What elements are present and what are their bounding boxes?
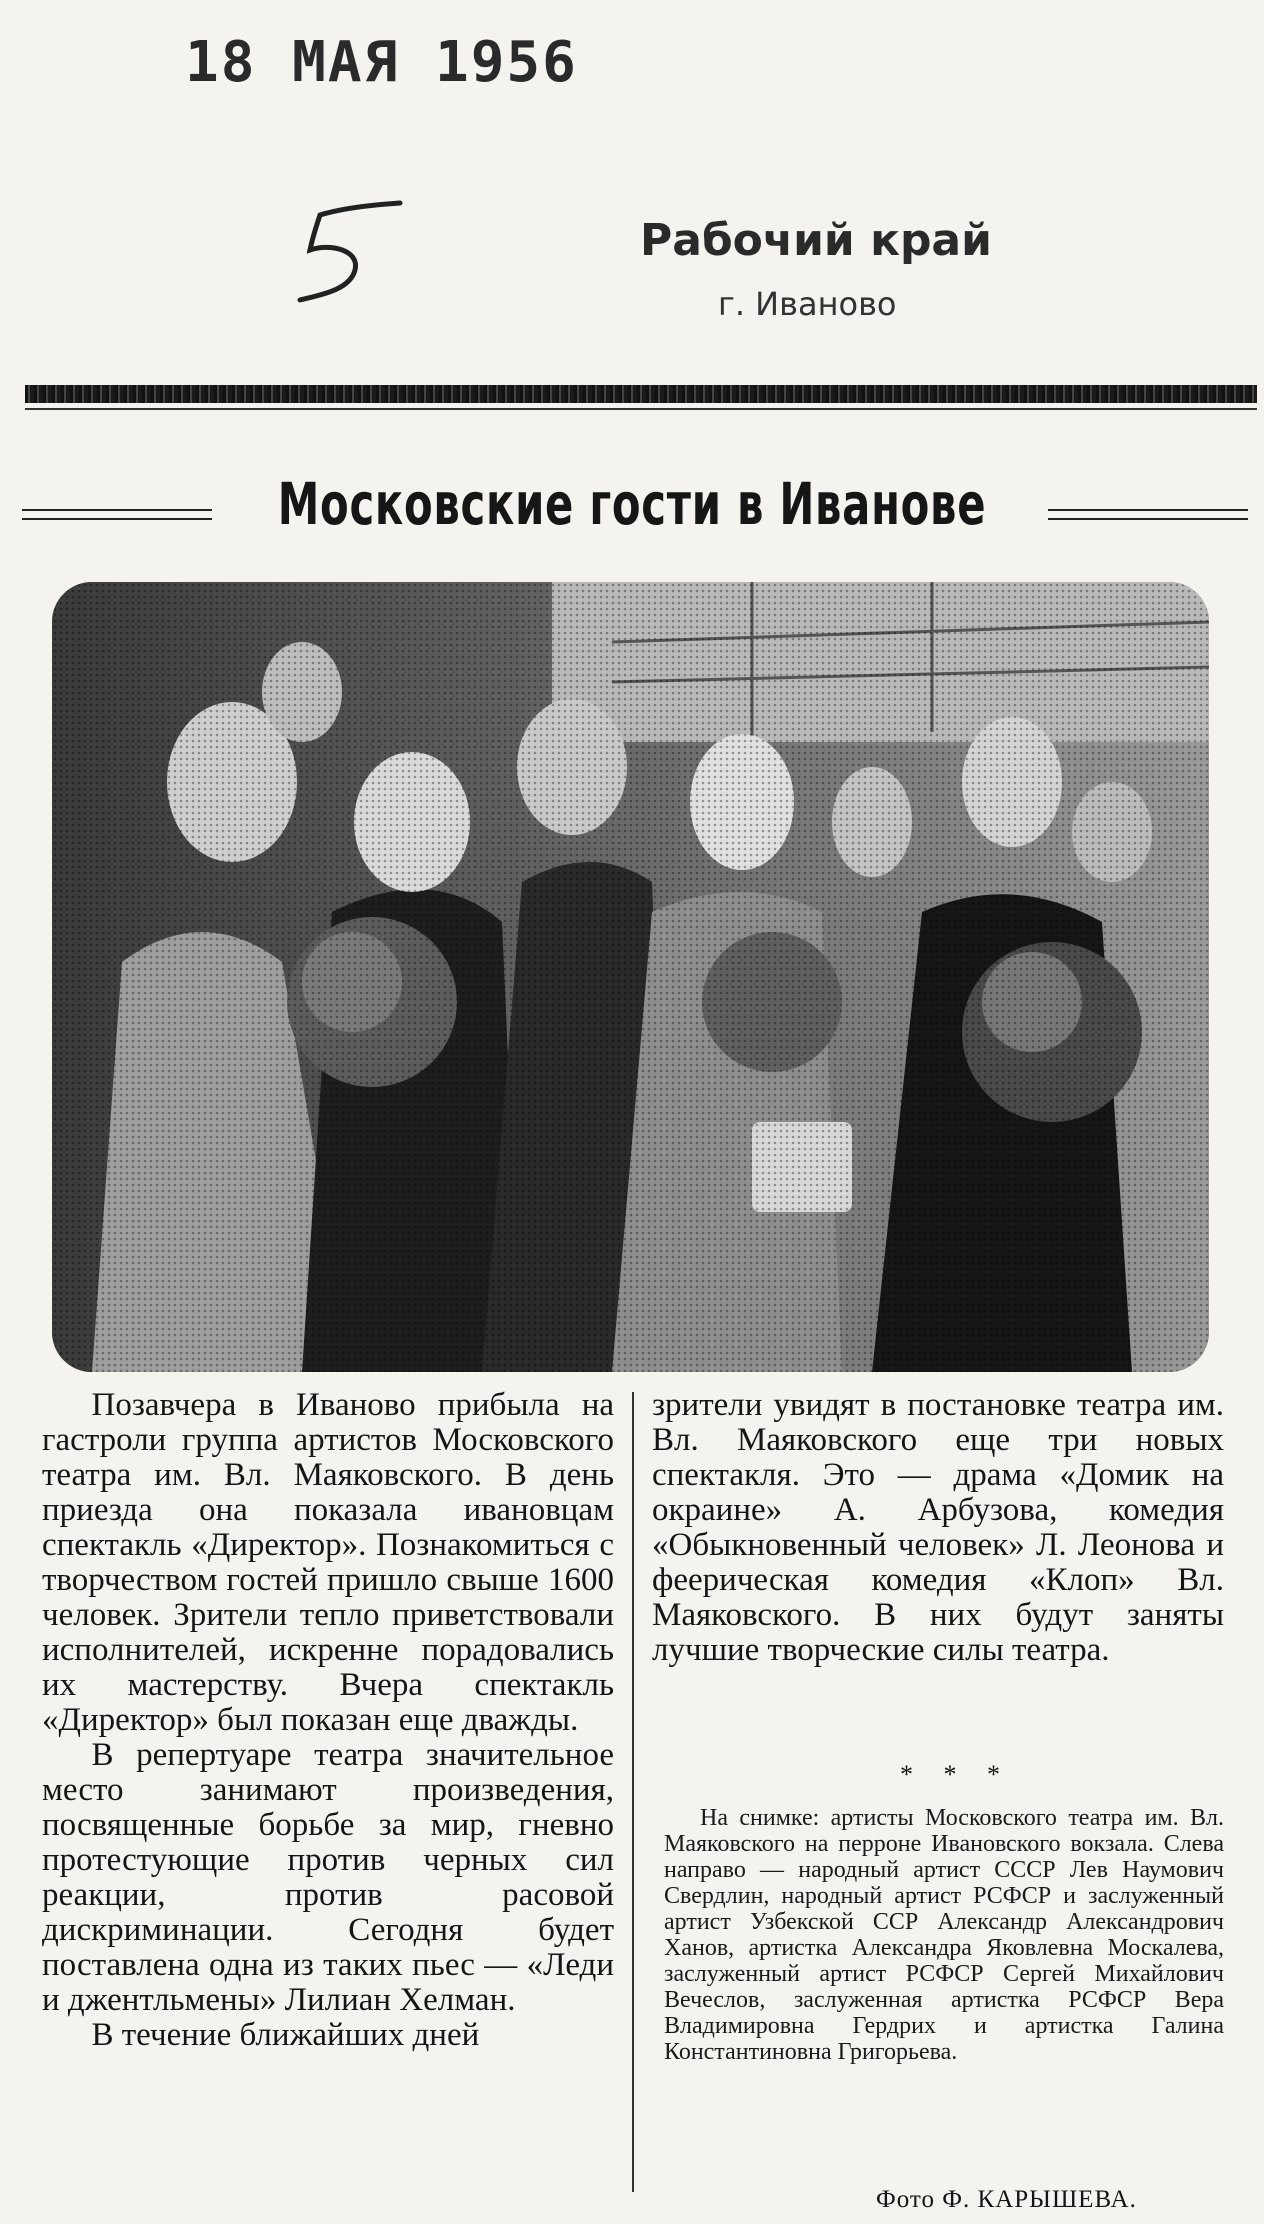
photo-credit: Фото Ф. КАРЫШЕВА. (876, 2186, 1137, 2213)
section-separator: * * * (900, 1760, 1012, 1789)
group-photo (52, 582, 1209, 1372)
article-paragraph: Позавчера в Иваново прибыла на гастроли группа артистов Московского театра им. Вл. Маяковского. В день приезда она показала ивановцам спектакль «Директор». Познакомиться с творчеством гостей пришло свыше 1600 человек. Зрители тепло приветствовали исполнителей, искренне порадовались их мастерству. Вчера спектакль «Директор» был показан еще дважды. (42, 1387, 614, 1738)
article-continuation: зрители увидят в постановке театра им. Вл. Маяковского еще три новых спектакля. Это — драма «Домик на окраине» А. Арбузова, комедия «Обыкновенный человек» Л. Леонова и феерическая комедия «Клоп» Вл. Маяковского. В них будут заняты лучшие творческие силы театра. (652, 1387, 1224, 1668)
article-column-left (42, 1388, 614, 2053)
photo-caption (664, 1805, 1224, 2065)
article-paragraph: В репертуаре театра значительное место занимают произведения, посвященные борьбе за мир, гневно протестующие против черных сил реакции, против расовой дискриминации. Сегодня будет поставлена одна из таких пьес — «Леди и джентльмены» Лилиан Хелман. (42, 1737, 614, 2018)
article-headline: Московские гости в Иванове (277, 470, 987, 538)
photo-caption-text: На снимке: артисты Московского театра им. Вл. Маяковского на перроне Ивановского вокзала. Слева направо — народный артист СССР Лев Наумович Свердлин, народный артист РСФСР и заслуженный артист Узбекской ССР Александр Александрович Ханов, артистка Александра Яковлевна Москалева, заслуженный артист РСФСР Сергей Михайлович Вечеслов, заслуженная артистка РСФСР Вера Владимировна Гердрих и артистка Галина Константиновна Григорьева. (664, 1805, 1224, 2065)
newspaper-city: г. Иваново (718, 285, 897, 323)
header-rule-thin (25, 408, 1257, 410)
stamp-date: 18 МАЯ 1956 (185, 30, 578, 95)
newspaper-name: Рабочий край (640, 215, 992, 266)
column-divider (632, 1392, 634, 2192)
header-rule (25, 385, 1257, 403)
handwritten-mark (290, 195, 410, 305)
article-paragraph: В течение ближайших дней (91, 2017, 480, 2053)
article-column-right (652, 1388, 1224, 1668)
